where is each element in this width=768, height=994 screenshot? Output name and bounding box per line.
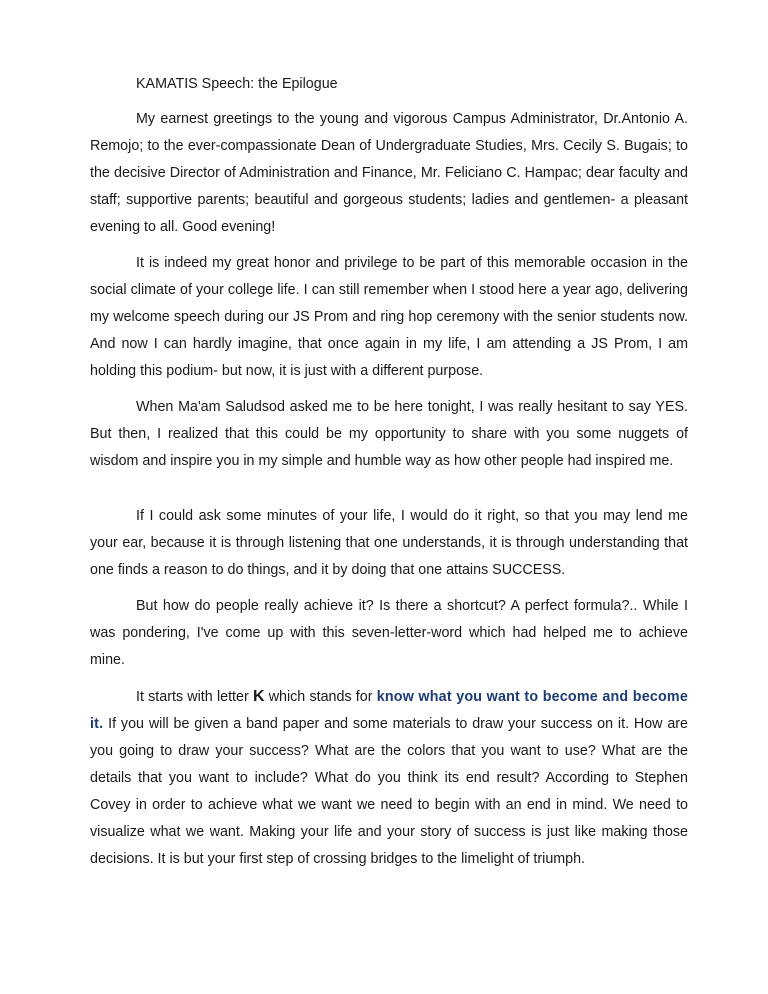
paragraph-gap: [90, 484, 688, 503]
paragraph-listening: If I could ask some minutes of your life, I would do it right, so that you may lend me your ear, because it is through listening that one understands, it is through understanding that one finds a reason to do things, and it by doing that one attains SUCCESS.: [90, 508, 688, 578]
letter-k-lead: It starts with letter: [136, 689, 253, 705]
paragraph-honor: It is indeed my great honor and privilege to be part of this memorable occasion in the social climate of your college life. I can still remember when I stood here a year ago, delivering my welcome speech during our JS Prom and ring hop ceremony with the senior students now. And now I can hardly imagine, that once again in my life, I am attending a JS Prom, I am holding this podium- but now, it is just with a different purpose.: [90, 255, 688, 379]
paragraph-greetings: My earnest greetings to the young and vigorous Campus Administrator, Dr.Antonio A. Remojo; to the ever-compassionate Dean of Undergraduate Studies, Mrs. Cecily S. Bugais; to the decisive Director of Administration and Finance, Mr. Feliciano C. Hampac; dear faculty and staff; supportive parents; beautiful and gorgeous students; ladies and gentlemen- a pleasant evening to all. Good evening!: [90, 111, 688, 235]
letter-k: K: [252, 688, 265, 705]
letter-k-rest: If you will be given a band paper and some materials to draw your success on it. How are you going to draw your success? What are the colors that you want to use? What are the details that you want to include? What do you think its end result? According to Stephen Covey in order to achieve what we want we need to begin with an end in mind. We need to visualize what we want. Making your life and your story of success is just like making those decisions. It is but your first step of crossing bridges to the limelight of triumph.: [90, 716, 688, 867]
speech-title: KAMATIS Speech: the Epilogue: [136, 76, 338, 92]
paragraph-question: But how do people really achieve it? Is there a shortcut? A perfect formula?.. While I was pondering, I've come up with this seven-letter-word which had helped me to achieve mine.: [90, 598, 688, 668]
paragraph-letter-k: [90, 683, 688, 873]
paragraph-invitation: When Ma'am Saludsod asked me to be here tonight, I was really hesitant to say YES. But then, I realized that this could be my opportunity to share with you some nuggets of wisdom and inspire you in my simple and humble way as how other people had inspired me.: [90, 399, 688, 469]
letter-k-highlight: know what you want to become and become it.: [90, 689, 688, 732]
letter-k-mid: which stands for: [264, 689, 377, 705]
